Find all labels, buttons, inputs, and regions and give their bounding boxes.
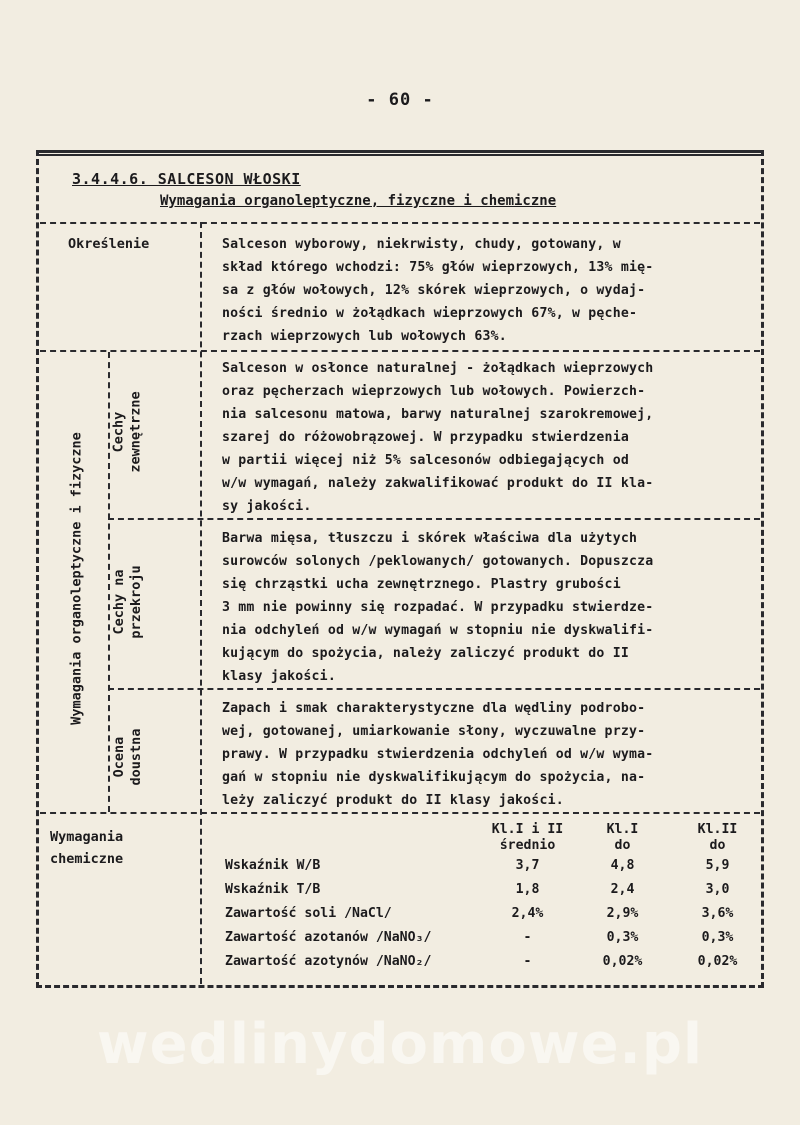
definition-label: Określenie: [68, 236, 150, 252]
divider: [108, 688, 760, 690]
divider: [40, 350, 760, 352]
table-row: Wskaźnik W/B 3,7 4,8 5,9: [225, 858, 730, 873]
column-header: Kl.II do: [697, 822, 738, 853]
column-header: Kl.I do: [606, 822, 639, 853]
organoleptic-group-label: Wymagania organoleptyczne i fizyczne: [68, 432, 85, 725]
page-number: - 60 -: [366, 90, 434, 110]
cross-section-text: Barwa mięsa, tłuszczu i skórek właściwa dla użytych surowców solonych /peklowanych/ gotowanych. Dopuszcza się chrząstki ucha zewnętrznego. Plastry grubości 3 mm nie powinny się rozpadać. W przypadku stwierdze- nia odchyleń od w/w wymagań w stopniu nie dyskwalifi- kującym do spożycia, należy zaliczyć produkt do II klasy jakości.: [222, 531, 654, 684]
watermark: wedlinydomowe.pl: [96, 1012, 704, 1077]
external-features-label: Cechy zewnętrzne: [110, 391, 144, 473]
chemical-label: Wymagania chemiczne: [50, 829, 124, 867]
divider: [108, 518, 760, 520]
table-row: Zawartość soli /NaCl/ 2,4% 2,9% 3,6%: [225, 906, 734, 921]
section-subtitle: Wymagania organoleptyczne, fizyczne i chemiczne: [160, 193, 557, 209]
external-features-text: Salceson w osłonce naturalnej - żołądkach wieprzowych oraz pęcherzach wieprzowych lub wołowych. Powierzch- nia salcesonu matowa, barwy naturalnej szarokremowej, szarej do różowobrązowej. W przypadku stwierdzenia w partii więcej niż 5% salcesonów odbiegających od w/w wymagań, należy zakwalifikować produkt do II kla- sy jakości.: [222, 361, 654, 514]
section-title: 3.4.4.6. SALCESON WŁOSKI: [72, 170, 301, 188]
column-header: [225, 822, 480, 858]
column-divider: [200, 222, 202, 984]
table-row: Zawartość azotynów /NaNO₂/ - 0,02% 0,02%: [225, 954, 738, 969]
column-header: Kl.I i II średnio: [491, 822, 564, 853]
divider: [40, 222, 760, 224]
divider: [40, 812, 760, 814]
chemical-table: [225, 822, 765, 978]
taste-evaluation-text: Zapach i smak charakterystyczne dla wędliny podrobo- wej, gotowanej, umiarkowanie słony, wyczuwalne przy- prawy. W przypadku stwierdzenia odchyleń od w/w wyma- gań w stopniu nie dyskwalifikującym do spożycia, na- leży zaliczyć produkt do II klasy jakości.: [222, 701, 654, 808]
cross-section-label: Cechy na przekroju: [111, 565, 144, 639]
table-row: Wskaźnik T/B 1,8 2,4 3,0: [225, 882, 730, 897]
table-header-row: [225, 822, 765, 858]
table-row: Zawartość azotanów /NaNO₃/ - 0,3% 0,3%: [225, 930, 734, 945]
taste-evaluation-label: Ocena doustna: [111, 728, 144, 786]
definition-text: Salceson wyborowy, niekrwisty, chudy, gotowany, w skład którego wchodzi: 75% głów wieprzowych, 13% mię- sa z głów wołowych, 12% skórek wieprzowych, o wydaj- ności średnio w żołądkach wieprzowych 67%, w pęche- rzach wieprzowych lub wołowych 63%.: [222, 237, 654, 344]
